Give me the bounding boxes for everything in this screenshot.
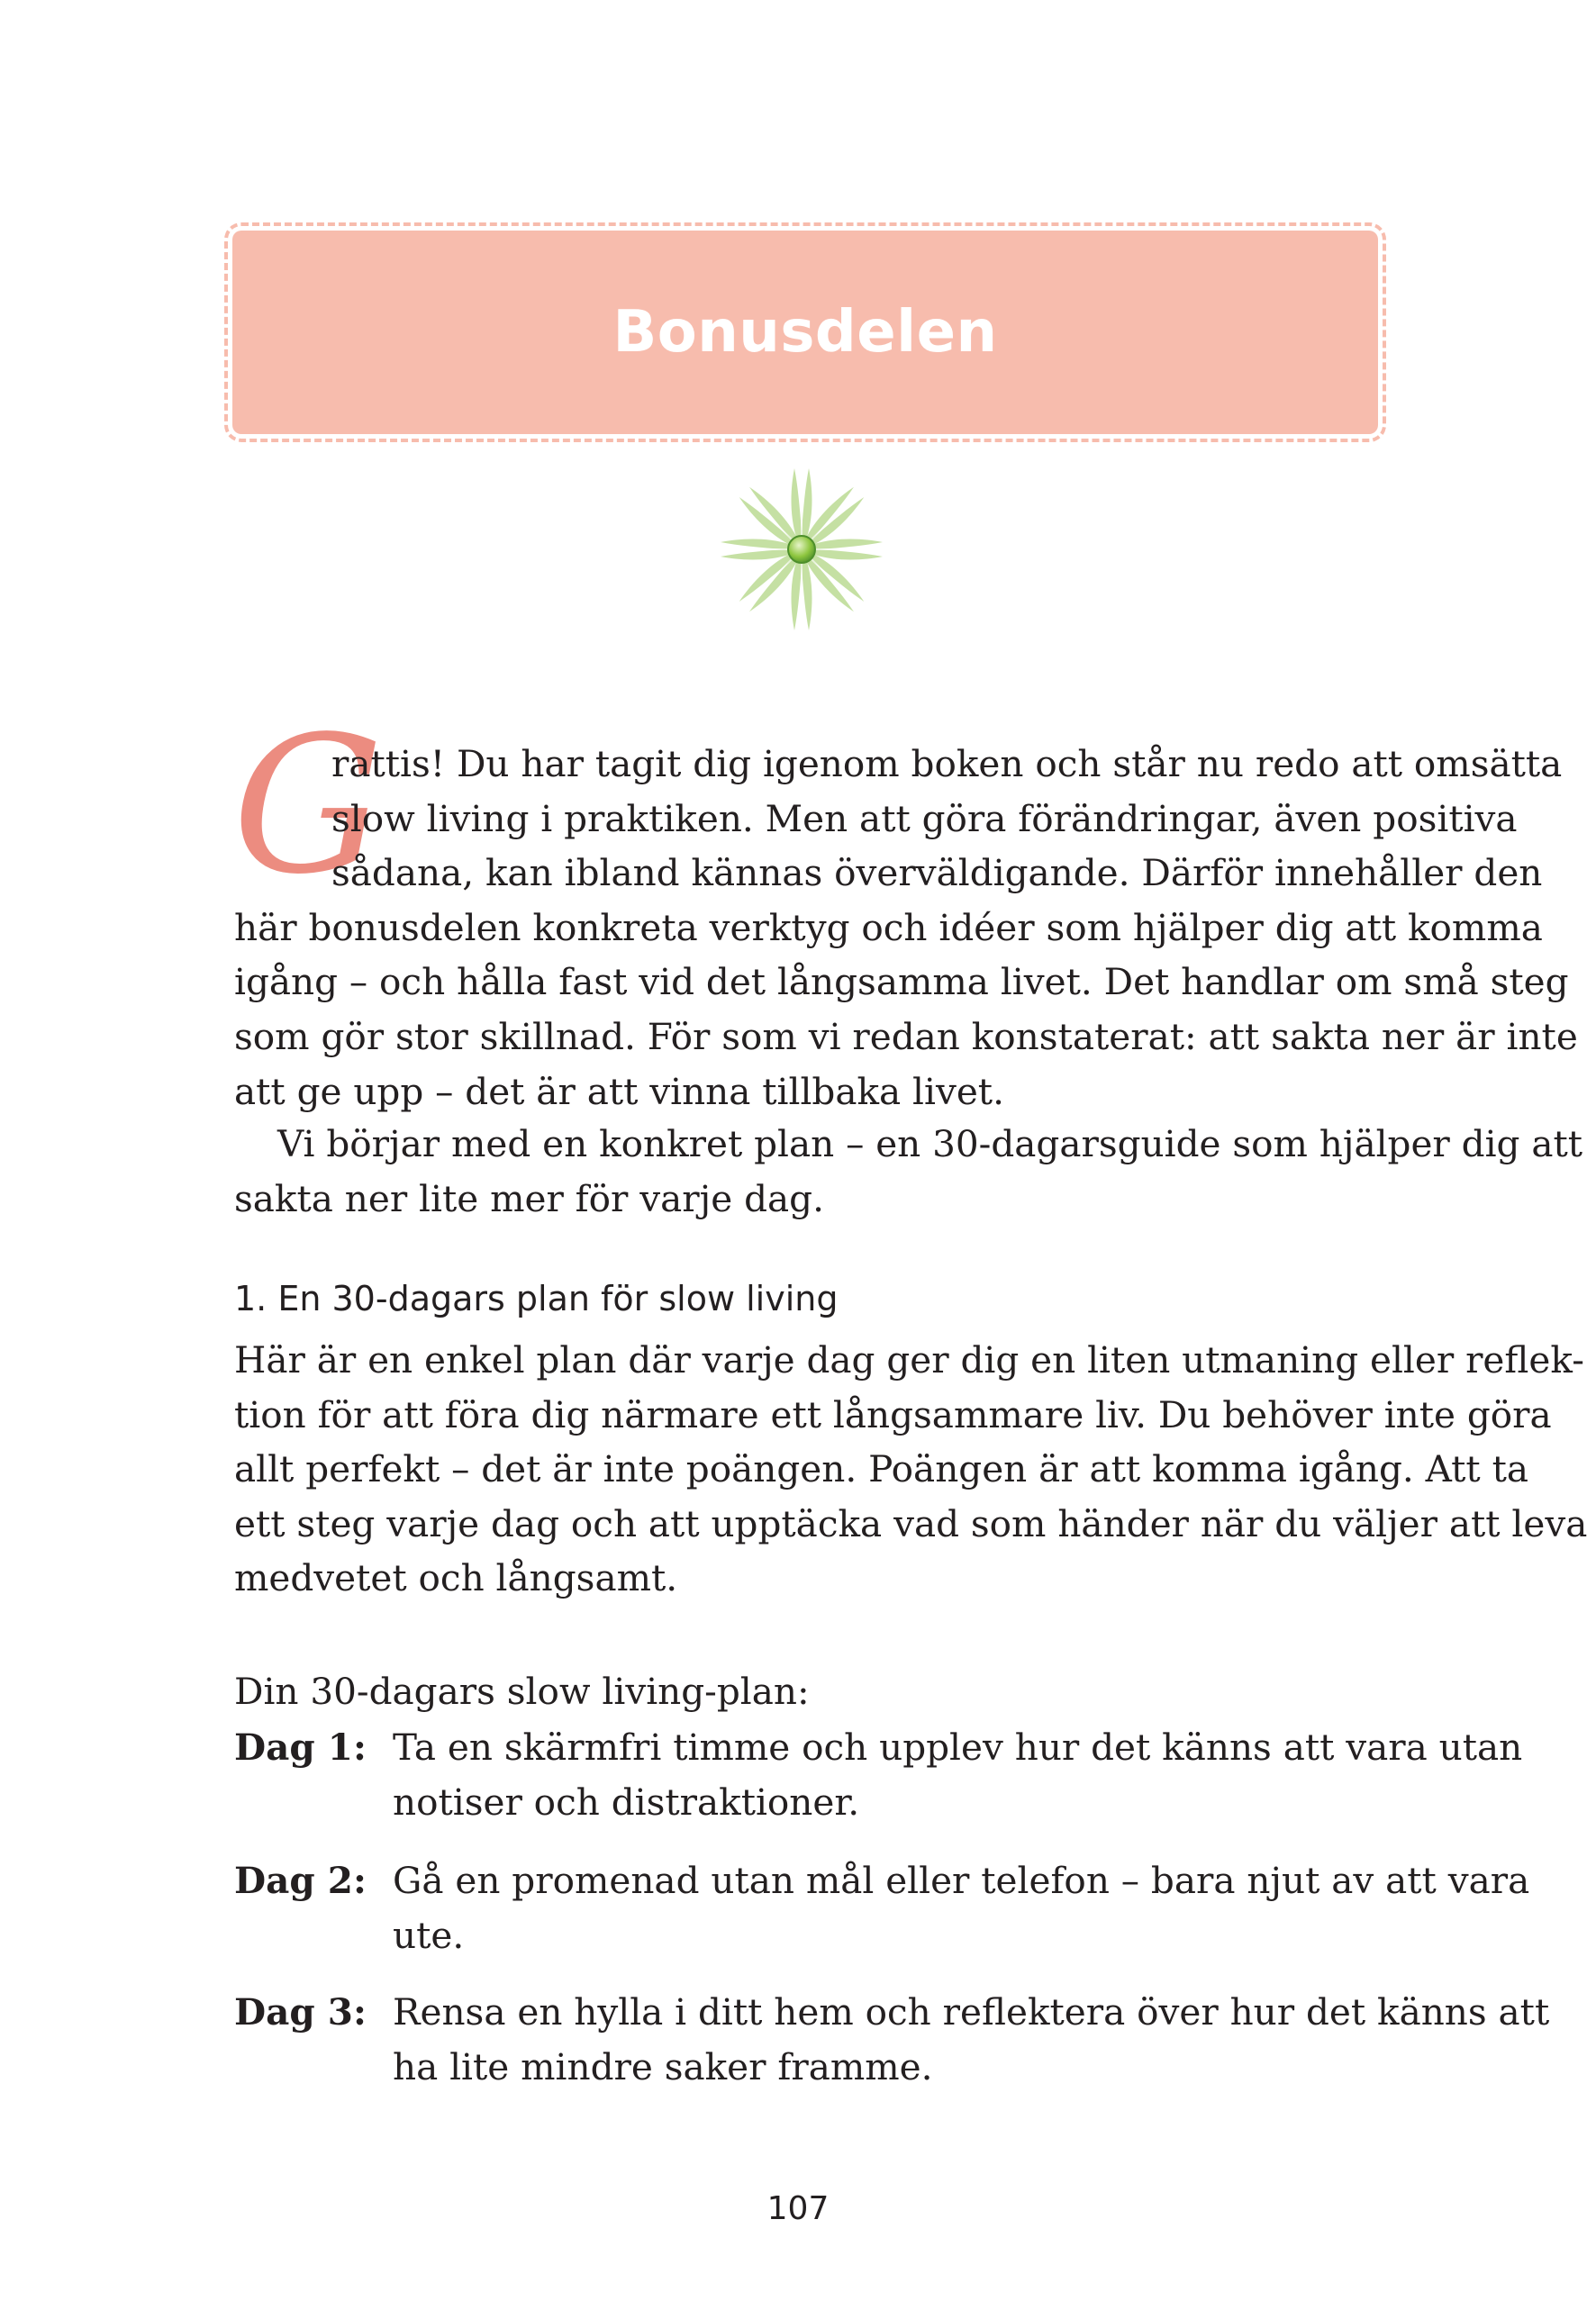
text-line: ute.: [393, 1913, 465, 1957]
drop-cap: G: [232, 695, 384, 916]
intro-paragraph: [234, 737, 1578, 1119]
text-line: ett steg varje dag och att upptäcka vad som händer när du väljer att leva: [234, 1501, 1588, 1545]
plan-intro-paragraph: [234, 1117, 1583, 1226]
section-heading: 1. En 30-dagars plan för slow living: [234, 1279, 839, 1318]
text-line: Ta en skärmfri timme och upplev hur det känns att vara utan: [393, 1726, 1523, 1769]
section-paragraph: [234, 1333, 1588, 1606]
text-line: medvetet och långsamt.: [234, 1556, 678, 1600]
chapter-title: Bonusdelen: [612, 299, 998, 366]
day-item: [234, 1853, 1530, 1962]
text-line: sakta ner lite mer för varje dag.: [234, 1176, 824, 1220]
day-item: [234, 1720, 1523, 1829]
day-label: Dag 2:: [234, 1859, 367, 1902]
plan-label: Din 30-dagars slow living-plan:: [234, 1670, 810, 1713]
text-line: igång – och hålla fast vid det långsamma livet. Det handlar om små steg: [234, 960, 1569, 1004]
flower-ornament-icon: [712, 459, 892, 639]
text-line: allt perfekt – det är inte poängen. Poängen är att komma igång. Att ta: [234, 1447, 1528, 1491]
text-line: Gå en promenad utan mål eller telefon – bara njut av att vara: [393, 1859, 1530, 1902]
text-line: tion för att föra dig närmare ett långsammare liv. Du behöver inte göra: [234, 1392, 1552, 1436]
text-line: att ge upp – det är att vinna tillbaka livet.: [234, 1069, 1004, 1113]
text-line: sådana, kan ibland kännas överväldigande. Därför innehåller den: [331, 851, 1543, 895]
page-number: 107: [766, 2190, 830, 2227]
text-line: Rensa en hylla i ditt hem och reflektera över hur det känns att: [393, 1990, 1550, 2034]
text-line: som gör stor skillnad. För som vi redan konstaterat: att sakta ner är inte: [234, 1014, 1578, 1058]
text-line: Vi börjar med en konkret plan – en 30-dagarsguide som hjälper dig att: [277, 1122, 1583, 1165]
text-line: slow living i praktiken. Men att göra förändringar, även positiva: [331, 796, 1518, 840]
day-description: [393, 1985, 1550, 2094]
day-label: Dag 1:: [234, 1726, 367, 1769]
day-item: [234, 1985, 1550, 2094]
text-line: notiser och distraktioner.: [393, 1780, 860, 1824]
text-line: Här är en enkel plan där varje dag ger dig en liten utmaning eller reflek-: [234, 1338, 1584, 1382]
chapter-banner: [232, 231, 1378, 434]
day-description: [393, 1720, 1523, 1829]
text-line: här bonusdelen konkreta verktyg och idéer som hjälper dig att komma: [234, 905, 1543, 949]
day-label: Dag 3:: [234, 1990, 367, 2034]
day-description: [393, 1853, 1530, 1962]
text-line: rattis! Du har tagit dig igenom boken och står nu redo att omsätta: [331, 742, 1563, 785]
text-line: ha lite mindre saker framme.: [393, 2044, 933, 2088]
